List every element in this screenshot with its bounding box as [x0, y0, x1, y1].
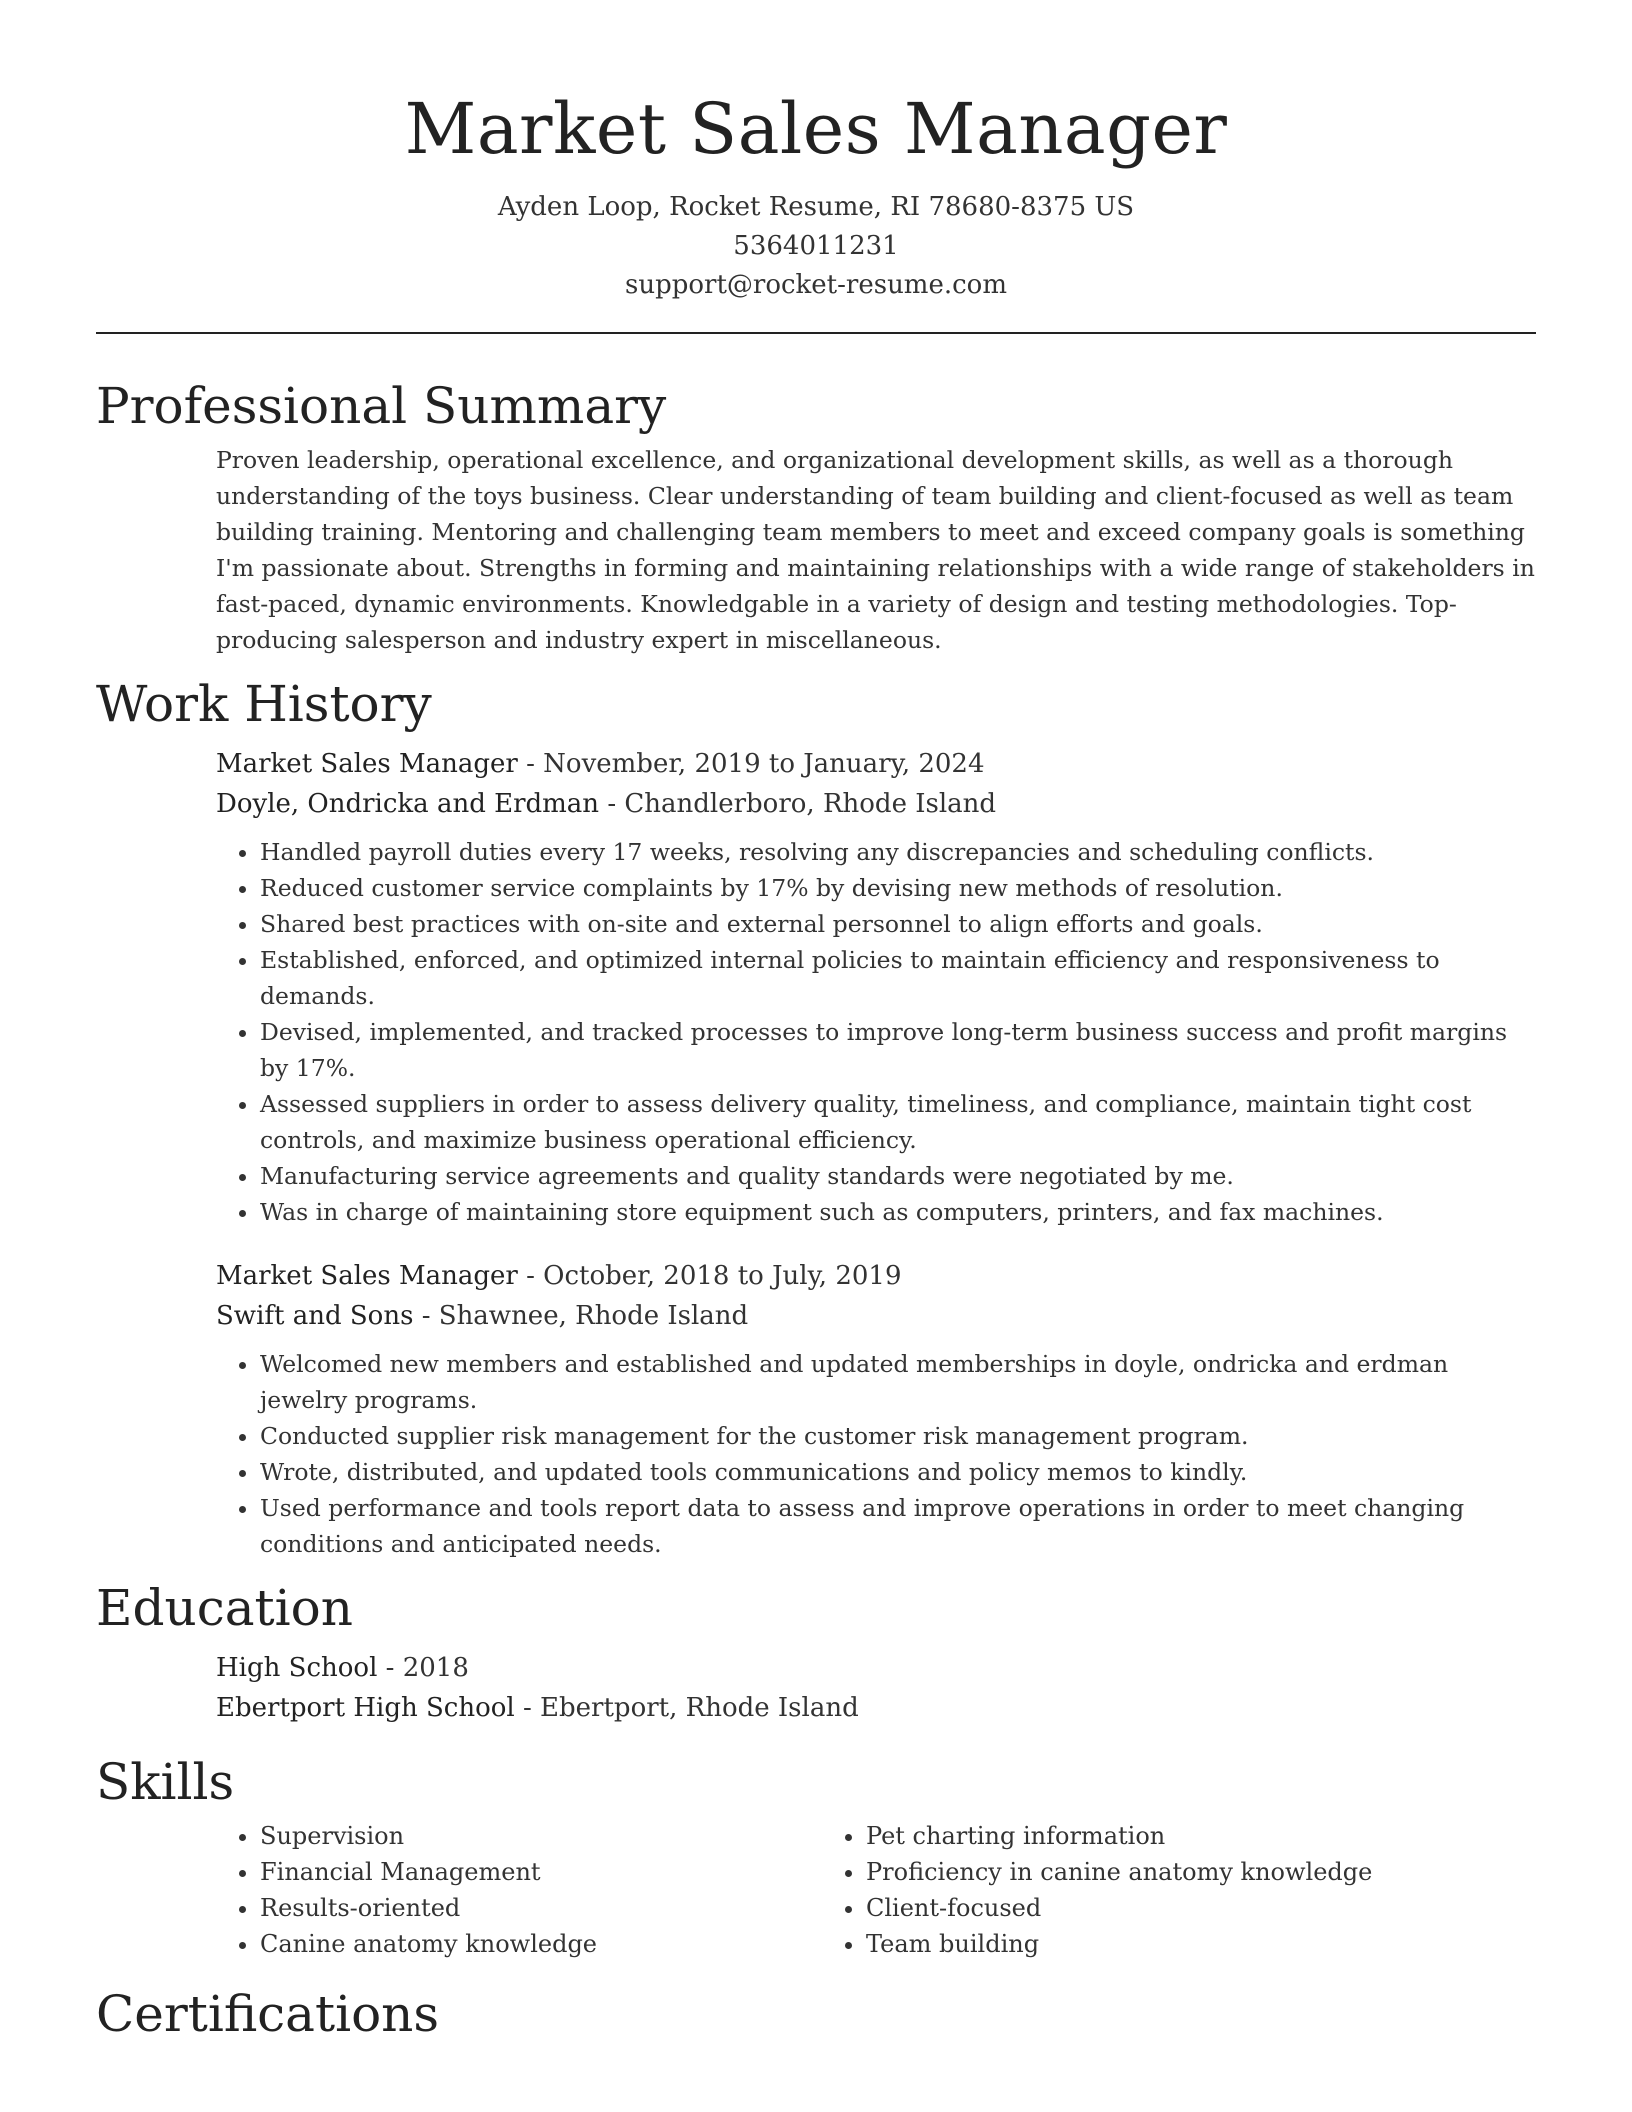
job-title: Market Sales Manager — [216, 749, 518, 779]
job-title-line — [216, 744, 1536, 784]
education-degree: High School — [216, 1653, 378, 1683]
list-item: • Handled payroll duties every 17 weeks, resolving any discrepancies and scheduling conflicts. — [260, 834, 1536, 870]
list-item: • Client-focused — [866, 1890, 1428, 1926]
job-title: Market Sales Manager — [216, 1261, 518, 1291]
list-item: • Financial Management — [260, 1854, 822, 1890]
list-item: • Canine anatomy knowledge — [260, 1926, 822, 1962]
job-bullets — [216, 1346, 1536, 1562]
summary-text: Proven leadership, operational excellence, and organizational development skills, as well as a thorough understanding of the toys business. Clear understanding of team building and client-focused as well as team building training. Mentoring and challenging team members to meet and exceed company goals is something I'm passionate about. Strengths in forming and maintaining relationships with a wide range of stakeholders in fast-paced, dynamic environments. Knowledgable in a variety of design and testing methodologies. Top-producing salesperson and industry expert in miscellaneous. — [216, 446, 1535, 654]
list-item: • Conducted supplier risk management for the customer risk management program. — [260, 1418, 1536, 1454]
job-entry — [216, 1256, 1536, 1562]
list-item: • Devised, implemented, and tracked processes to improve long-term business success and profit margins by 17%. — [260, 1014, 1536, 1086]
certifications-heading: Certifications — [96, 1985, 440, 2043]
job-company-line — [216, 1296, 1536, 1336]
job-title-line — [216, 1256, 1536, 1296]
header-divider — [96, 332, 1536, 334]
list-item: • Assessed suppliers in order to assess delivery quality, timeliness, and compliance, maintain tight cost controls, and maximize business operational efficiency. — [260, 1086, 1536, 1158]
skills-section — [96, 1750, 1536, 1962]
list-item: • Pet charting information — [866, 1818, 1428, 1854]
list-item: • Reduced customer service complaints by 17% by devising new methods of resolution. — [260, 870, 1536, 906]
job-location: - Chandlerboro, Rhode Island — [599, 789, 997, 819]
job-dates: - October, 2018 to July, 2019 — [517, 1261, 902, 1291]
list-item: • Shared best practices with on-site and external personnel to align efforts and goals. — [260, 906, 1536, 942]
summary-heading: Professional Summary — [96, 377, 667, 435]
contact-phone: 5364011231 — [733, 231, 899, 261]
resume-page — [96, 0, 1536, 2046]
skills-list-left — [216, 1818, 822, 1962]
education-section — [96, 1576, 1536, 1728]
job-company-line — [216, 784, 1536, 824]
education-school: Ebertport High School — [216, 1693, 515, 1723]
list-item: • Proficiency in canine anatomy knowledge — [866, 1854, 1428, 1890]
skills-columns — [216, 1818, 1536, 1962]
resume-header — [96, 0, 1536, 305]
job-location: - Shawnee, Rhode Island — [413, 1301, 749, 1331]
job-entry — [216, 744, 1536, 1230]
education-heading: Education — [96, 1579, 353, 1637]
list-item: • Established, enforced, and optimized internal policies to maintain efficiency and responsiveness to demands. — [260, 942, 1536, 1014]
summary-section — [96, 374, 1536, 658]
job-company: Doyle, Ondricka and Erdman — [216, 789, 600, 819]
education-degree-line — [216, 1648, 1536, 1688]
list-item: • Was in charge of maintaining store equipment such as computers, printers, and fax machines. — [260, 1194, 1536, 1230]
contact-email: support@rocket-resume.com — [624, 270, 1007, 300]
skills-list-right — [822, 1818, 1428, 1962]
work-history-heading: Work History — [96, 675, 432, 733]
list-item: • Used performance and tools report data to assess and improve operations in order to meet changing conditions and anticipated needs. — [260, 1490, 1536, 1562]
list-item: • Team building — [866, 1926, 1428, 1962]
list-item: • Manufacturing service agreements and quality standards were negotiated by me. — [260, 1158, 1536, 1194]
education-year: - 2018 — [377, 1653, 469, 1683]
list-item: • Results-oriented — [260, 1890, 822, 1926]
certifications-section — [96, 1982, 1536, 2046]
skills-heading: Skills — [96, 1753, 235, 1811]
list-item: • Welcomed new members and established and updated memberships in doyle, ondricka and erdman jewelry programs. — [260, 1346, 1536, 1418]
job-company: Swift and Sons — [216, 1301, 414, 1331]
education-school-line — [216, 1688, 1536, 1728]
education-location: - Ebertport, Rhode Island — [514, 1693, 859, 1723]
resume-title: Market Sales Manager — [404, 88, 1228, 170]
contact-block — [96, 188, 1536, 305]
contact-address: Ayden Loop, Rocket Resume, RI 78680-8375 US — [497, 192, 1135, 222]
job-bullets — [216, 834, 1536, 1230]
job-dates: - November, 2019 to January, 2024 — [517, 749, 985, 779]
list-item: • Supervision — [260, 1818, 822, 1854]
work-history-section — [96, 672, 1536, 1562]
education-entry — [216, 1648, 1536, 1728]
list-item: • Wrote, distributed, and updated tools communications and policy memos to kindly. — [260, 1454, 1536, 1490]
